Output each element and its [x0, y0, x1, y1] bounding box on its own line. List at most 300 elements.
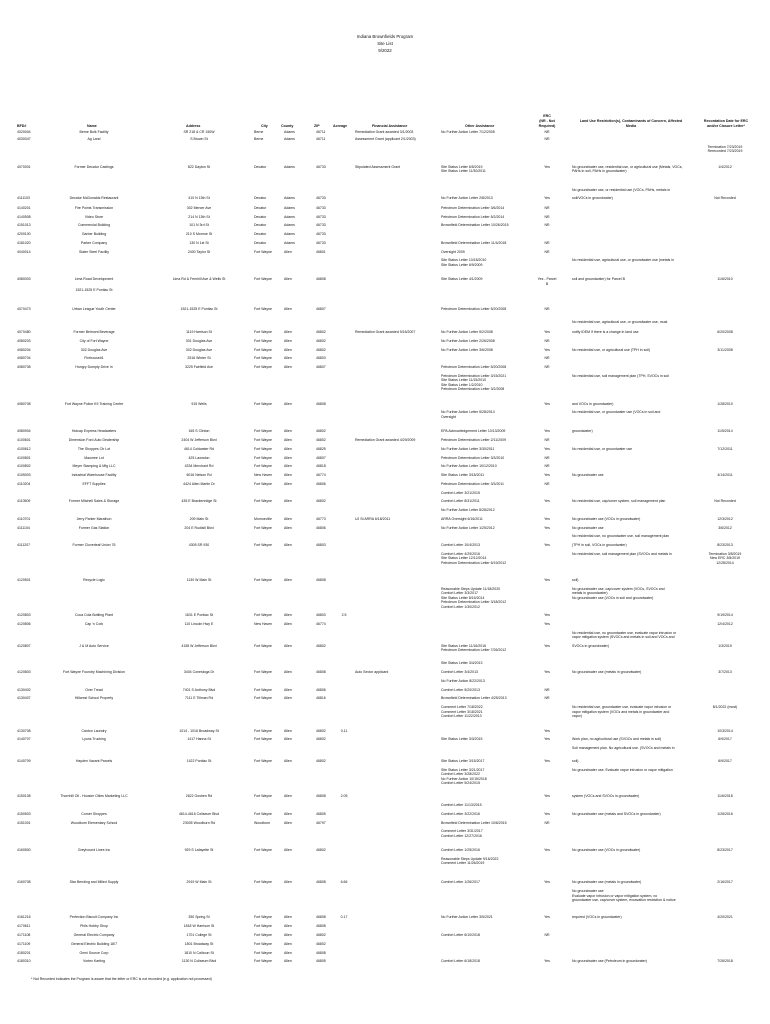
table-header [17, 103, 762, 129]
site-name-cell: Star Bending and Milled Supply [69, 880, 119, 885]
erc-cell: NR [544, 306, 550, 311]
site-name-cell: Vortex Karting [83, 959, 105, 964]
erc-cell: Yes [544, 446, 550, 451]
acreage-cell: 6.66 [340, 880, 348, 885]
bfd-cell: 4111103 [17, 195, 30, 200]
site-name-cell: Woodburn Elementary School [70, 820, 118, 825]
bfd-cell: 4120807 [17, 643, 31, 648]
other-assistance-cell: Site Status Letter 3/18/2011 [441, 473, 485, 478]
financial-assistance-cell: UJ St ARRA 6/18/2011 [355, 516, 391, 521]
land-use-restriction-cell: required (VOCs in groundwater) [572, 915, 622, 920]
erc-cell: Yes [544, 543, 550, 548]
city-cell: Monroeville [254, 516, 272, 521]
financial-assistance-cell: Auto Sector applicant [355, 670, 389, 675]
county-cell: Adams [284, 195, 295, 200]
city-cell: Fort Wayne [254, 941, 272, 946]
address-cell: 435 E Brackenridge St [181, 499, 217, 504]
erc-cell: Yes [544, 959, 550, 964]
bfd-cell: 4080704 [17, 356, 31, 361]
address-cell: 822 Dayton St [187, 165, 211, 170]
city-cell: Fort Wayne [254, 933, 272, 937]
city-cell: Fort Wayne [254, 429, 272, 434]
county-cell: Allen [284, 959, 292, 964]
zip-cell: 46808 [316, 578, 326, 583]
other-assistance-cell: Comfort Letter 5/20/2013 [441, 687, 480, 692]
erc-cell: Yes [544, 516, 550, 521]
land-use-restriction-cell: soil and groundwater) for Parcel B [572, 277, 625, 282]
city-cell: Berne [254, 137, 264, 142]
other-assistance-cell: Comfort Letter 1/26/2017 [441, 880, 480, 885]
erc-cell: Yes [544, 165, 550, 170]
county-cell: Adams [284, 137, 295, 142]
zip-cell: 46802 [316, 347, 326, 352]
site-name-cell: J & M Auto Service [79, 643, 109, 648]
header-recordation: Recordation Date for ERC and/or Closure Letter* [703, 119, 749, 128]
bfd-cell: 4080708 [17, 401, 31, 406]
recordation-date-cell: 9/19/2014 [717, 613, 733, 618]
other-assistance-cell: Site Status Letter 3/21/2017 Comfort Letter 3/28/2022 No Further Action 10/15/2018 Comfort Letter 5/24/2015 [441, 768, 487, 786]
erc-cell: NR [544, 933, 550, 937]
land-use-restriction-cell: No groundwater use (metals in groundwater) [572, 880, 642, 885]
address-cell: 1810 N Calhoun St [184, 950, 214, 955]
zip-cell: 46802 [316, 848, 326, 853]
city-cell: Fort Wayne [254, 811, 272, 816]
other-assistance-cell: Oversight 2009 [441, 249, 465, 254]
county-cell: Allen [284, 613, 292, 618]
recordation-date-cell: 3/6/2012 [718, 525, 732, 530]
other-assistance-cell: Brownfield Determination Letter 4/25/2013 [441, 696, 507, 701]
address-cell: 1631 E Pontiac St [184, 613, 214, 618]
other-assistance-cell: Site Status Letter 10/18/2010 Site Status Letter 6/9/2009 [441, 258, 487, 267]
address-cell: 1130 W Main St [186, 578, 212, 583]
site-name-cell: Dimension Ford Auto Dealership [68, 438, 120, 443]
site-name-cell: Decatur McDonalds Restaurant [69, 195, 119, 200]
erc-cell: Yes [544, 525, 550, 530]
site-name-cell: Former Decatur Castings [74, 165, 114, 170]
other-assistance-cell: No Further Action Letter 10/12/2010 [441, 464, 497, 469]
erc-cell: Yes [544, 670, 550, 675]
acreage-cell: 0.17 [340, 915, 348, 920]
erc-cell: NR [544, 338, 550, 343]
erc-cell: Yes [544, 429, 550, 434]
bfd-cell: 4110204 [17, 481, 31, 486]
header-county: County [281, 124, 294, 128]
zip-cell: 46802 [316, 338, 326, 343]
land-use-restriction-cell: and VOCs in groundwater) [572, 401, 614, 406]
land-use-restriction-cell: No residential use, or groundwater use (VOCs in soil and [572, 410, 661, 415]
address-cell: 302 Mercer Ave [186, 205, 212, 210]
county-cell: Allen [284, 429, 292, 434]
land-use-restriction-cell: SVOCs in groundwater) [572, 643, 609, 648]
county-cell: Allen [284, 820, 292, 825]
financial-assistance-cell: Assessment Grant (applicant 2/1/2003) [355, 137, 416, 142]
county-cell: Allen [284, 728, 292, 733]
zip-cell: 46825 [316, 446, 326, 451]
bfd-cell: 4160500 [17, 848, 31, 853]
bfd-cell: 4180310 [17, 959, 31, 964]
other-assistance-cell: Comfort Letter 11/13/2015 [441, 803, 482, 808]
address-cell: 1014 - 1016 Broadway St [179, 728, 219, 733]
land-use-restriction-cell: No groundwater use, residential use, or agricultural use (Metals, VOCs, PAHs in soil, PAHs in groundwater) [572, 165, 683, 174]
erc-cell: Yes [544, 473, 550, 478]
land-use-restriction-cell: No residential use, soil management plan (SVOCs and metals in [572, 551, 672, 556]
county-cell: Allen [284, 499, 292, 504]
bfd-cell: 4070480 [17, 330, 31, 335]
address-cell: 4614 Coldwater Rd [184, 446, 214, 451]
address-cell: 7111 E Tillman Rd [184, 696, 214, 701]
site-name-cell: City of Fort Wayne [79, 338, 109, 343]
city-cell: Decatur [254, 195, 267, 200]
other-assistance-cell: No Further Action Letter 2/8/2013 [441, 195, 493, 200]
zip-cell: 46808 [316, 670, 326, 675]
site-name-cell: Hayden Vacant Parcels [75, 759, 113, 764]
zip-cell: 46802 [316, 330, 326, 335]
bfd-cell: 4140709 [17, 759, 31, 764]
bfd-cell: 4150108 [17, 794, 31, 799]
bfd-cell: 4105003 [17, 473, 31, 478]
site-name-cell: 302 Douglas Ave [80, 347, 108, 352]
bfd-cell: 4111104 [17, 525, 30, 530]
recordation-date-cell: Termination 7/23/2019 Rerecorded 7/23/2019 [707, 144, 743, 153]
erc-cell: NR [544, 214, 550, 219]
erc-cell: NR [544, 356, 550, 361]
other-assistance-cell: Petroleum Determination Letter 3/6/2014 [441, 205, 505, 210]
bfd-cell: 4171109 [17, 941, 31, 946]
address-cell: 2516 Winter St [187, 356, 211, 361]
city-cell: Fort Wayne [254, 915, 272, 920]
erc-cell: Yes - Parcel B [537, 277, 557, 286]
city-cell: Fort Wayne [254, 950, 272, 955]
city-cell: Fort Wayne [254, 543, 272, 548]
acreage-cell: 0.11 [340, 728, 348, 733]
erc-cell: Yes [544, 347, 550, 352]
erc-cell: Yes [544, 499, 550, 504]
zip-cell: 46774 [316, 622, 326, 627]
city-cell: Decatur [254, 232, 267, 237]
recordation-date-cell: 6/9/2017 [718, 759, 732, 764]
site-name-cell: General Electric Building 18/7 [70, 941, 118, 946]
recordation-date-cell: 3/7/2013 [718, 670, 732, 675]
page-title-line-1: Indiana Brownfields Program [356, 34, 414, 39]
city-cell: Decatur [254, 223, 267, 228]
bfd-cell: 4100601 [17, 438, 31, 443]
other-assistance-cell: Comfort Letter 3/21/2015 [441, 490, 480, 495]
city-cell: Fort Wayne [254, 338, 272, 343]
other-assistance-cell: Site Status Letter 3/15/2017 [441, 759, 485, 764]
recordation-date-cell: Not Recorded [714, 499, 736, 504]
other-assistance-cell: Site Status Letter 11/16/2016 Petroleum Determination Letter 7/26/2012 [441, 643, 507, 653]
county-cell: Allen [284, 915, 292, 920]
city-cell: Fort Wayne [254, 347, 272, 352]
bfd-cell: 4080204 [17, 347, 31, 352]
land-use-restriction-cell: Work plan, no agricultural use (SVOCs and metals in soil) [572, 737, 662, 742]
city-cell: Fort Wayne [254, 670, 272, 675]
financial-assistance-cell: Remediation Grant awarded 9/16/2007 [355, 330, 416, 335]
address-cell: 2622 Goshen Rd [185, 794, 213, 799]
bfd-cell: 4180201 [17, 950, 31, 955]
bfd-cell: 4140508 [17, 214, 31, 219]
erc-cell: Yes [544, 613, 550, 618]
recordation-date-cell: 1/4/2012 [718, 165, 732, 170]
city-cell: Berne [254, 130, 264, 134]
other-assistance-cell: Comment Letter 3/31/2017 Comfort Letter 12/27/2016 [441, 829, 483, 838]
city-cell: Fort Wayne [254, 759, 272, 764]
county-cell: Allen [284, 356, 292, 361]
county-cell: Allen [284, 941, 292, 946]
site-name-cell: Lyons Trucking [82, 737, 106, 742]
bfd-cell: 4100612 [17, 446, 31, 451]
other-assistance-cell: No Further Action Letter 3/30/2011 [441, 446, 495, 451]
zip-cell: 46733 [316, 240, 326, 245]
bfd-cell: 4120803 [17, 613, 31, 618]
address-cell: 929 S Lafayette St [184, 848, 214, 853]
bfd-cell: 4120501 [17, 578, 31, 583]
erc-cell: NR [544, 464, 550, 469]
bfd-cell: 4171108 [17, 933, 31, 937]
address-cell: 130 N 1st St [189, 240, 209, 245]
other-assistance-cell: Petroleum Determination Letter 3/15/2021 Site Status Letter 11/15/2010 Site Status Letter 1/2/2010 Petroleum Determination Letter 3/2/2008 [441, 373, 507, 392]
county-cell: Allen [284, 347, 292, 352]
city-cell: Fort Wayne [254, 438, 272, 443]
bfd-cell: 4151013 [17, 223, 31, 228]
city-cell: Decatur [254, 205, 267, 210]
county-cell: Allen [284, 924, 292, 929]
site-name-cell: Greyhound Lines Inc [77, 848, 111, 853]
other-assistance-cell: No Further Action Letter 3/5/2021 [441, 915, 493, 920]
header-city: City [261, 124, 268, 128]
address-cell: 214 N 13th St [188, 214, 210, 219]
address-cell: SR 218 & CR 150W [183, 130, 215, 134]
land-use-restriction-cell: No residential use, or agricultural use (TPH in soil) [572, 347, 651, 352]
zip-cell: 46733 [316, 232, 326, 237]
city-cell: Fort Wayne [254, 959, 272, 964]
other-assistance-cell: Petroleum Determination Letter 3/3/2011 [441, 481, 504, 486]
site-name-cell: EFFT Supplies [82, 481, 106, 486]
county-cell: Allen [284, 455, 292, 460]
address-cell: 2404 W Jefferson Blvd [181, 438, 217, 443]
bfd-cell: 4111207 [17, 543, 31, 548]
county-cell: Allen [284, 525, 292, 530]
financial-assistance-cell: Remediation Grant awarded 3/1/2003 [355, 130, 414, 134]
bfd-cell: 4080003 [17, 277, 31, 282]
other-assistance-cell: Petroleum Determination Letter 5/20/2008 [441, 306, 507, 311]
other-assistance-cell: Site Status Letter 4/1/2009 [441, 277, 483, 282]
erc-cell: Yes [544, 759, 550, 764]
site-name-cell: The Shoppes Ctr Lot [77, 446, 111, 451]
zip-cell: 46805 [316, 959, 326, 964]
site-list-table [17, 130, 762, 975]
site-name-cell: Ag Land [87, 137, 101, 142]
address-cell: 7401 S Anthony Blvd [182, 687, 216, 692]
land-use-restriction-cell: system (VOCs and SVOCs in groundwater) [572, 794, 640, 799]
zip-cell: 46807 [316, 365, 326, 370]
bfd-cell: 4151001 [17, 820, 31, 825]
site-name-cell: Cap 'n Cork [84, 622, 104, 627]
address-cell: 1119 Harrison St [186, 330, 212, 335]
county-cell: Allen [284, 643, 292, 648]
erc-cell: Yes [544, 728, 550, 733]
other-assistance-cell: No Further Action Letter 5/2/2008 [441, 330, 493, 335]
erc-cell: NR [544, 249, 550, 254]
erc-cell: Yes [544, 915, 550, 920]
erc-cell: Yes [544, 330, 550, 335]
zip-cell: 46801 [316, 249, 326, 254]
financial-assistance-cell: Stipulated Assessment Grant [355, 165, 401, 170]
site-name-cell: Former Mitchell Sales & Storage [68, 499, 120, 504]
city-cell: Decatur [254, 214, 267, 219]
other-assistance-cell: Reasonable Steps Update 11/18/2020 Comfort Letter 3/3/2017 Site Status Letter 8/15/2014 Petroleum Determination Letter 3/18/2012 Comfort Letter 1/30/2012 [441, 586, 507, 609]
city-cell: Fort Wayne [254, 794, 272, 799]
land-use-restriction-cell: No residential use, soil management plan (TPH, SVOCs in soil [572, 373, 669, 378]
land-use-restriction-cell: groundwater) [572, 429, 593, 434]
recordation-date-cell: 7/26/2018 [717, 959, 733, 964]
other-assistance-cell: Brownfield Determination Letter 10/6/2015 [441, 820, 507, 825]
site-name-cell: Thornhill Oil - Hoosier Cities Marketing LLC [60, 794, 128, 799]
county-cell: Allen [284, 365, 292, 370]
other-assistance-cell: Comfort Letter 1/25/2016 [441, 848, 480, 853]
site-name-cell: Berne Bulk Facility [79, 130, 109, 134]
land-use-restriction-cell: No residential use, groundwater use, evaluate vapor intrusion or vapor mitigation system (VOCs and metals in groundwater and vapor) [572, 705, 672, 719]
other-assistance-cell: No Further Action Letter 8/28/2012 [441, 508, 495, 513]
county-cell: Allen [284, 950, 292, 955]
recordation-date-cell: 2/16/2017 [717, 880, 733, 885]
address-cell: 1417 Hanna St [187, 737, 211, 742]
address-cell: 1801 Broadway St [184, 941, 214, 946]
recordation-date-cell: 11/6/2018 [717, 794, 733, 799]
county-cell: Allen [284, 848, 292, 853]
other-assistance-cell: No Further Action Letter 7/12/2005 [441, 130, 495, 134]
address-cell: 210 S Monroe St [185, 232, 213, 237]
zip-cell: 46816 [316, 696, 326, 701]
page-date: 9/2022 [378, 48, 392, 53]
other-assistance-cell: No Further Action 8/22/2013 [441, 678, 485, 683]
zip-cell: 46803 [316, 613, 326, 618]
zip-cell: 46802 [316, 643, 326, 648]
other-assistance-cell: Comfort Letter 3/4/2013 [441, 670, 478, 675]
address-cell: 410 N 13th St [188, 195, 210, 200]
site-name-cell: Video Store [84, 214, 104, 219]
other-assistance-cell: No Further Action Letter 3/6/2008 [441, 347, 493, 352]
zip-cell: 46797 [316, 820, 326, 825]
city-cell: Fort Wayne [254, 446, 272, 451]
address-cell: 165 S Clinton [188, 429, 210, 434]
acreage-cell: 2.5 [341, 613, 347, 618]
zip-cell: 46803 [316, 543, 326, 548]
county-cell: Adams [284, 130, 295, 134]
site-name-cell: Lima Road Development [74, 277, 114, 282]
other-assistance-cell: No Further Action Letter 5/28/2014 Oversight [441, 410, 495, 419]
other-assistance-cell: Site Status Letter 6/5/2019 Site Status Letter 11/30/2011 [441, 165, 486, 174]
bfd-cell: 4020004 [17, 130, 31, 134]
erc-cell: Yes [544, 401, 550, 406]
address-cell: 110 Lincoln Hwy E [184, 622, 214, 627]
bfd-cell: 4130407 [17, 696, 31, 701]
site-name-cell: Omni Source Corp [79, 950, 109, 955]
land-use-restriction-cell: No groundwater use [572, 525, 604, 530]
county-cell: Allen [284, 737, 292, 742]
city-cell: Fort Wayne [254, 737, 272, 742]
other-assistance-cell: No Further Action Letter 1/25/2012 [441, 525, 495, 530]
header-address: Address [186, 124, 201, 128]
site-name-cell: Commercial Building [77, 223, 111, 228]
address-cell: 1521-1525 E Pontiac St [180, 306, 218, 311]
zip-cell: 46733 [316, 195, 326, 200]
address-cell: 209 Main St [189, 516, 209, 521]
city-cell: Fort Wayne [254, 455, 272, 460]
land-use-restriction-cell: No residential use, agricultural use, or groundwater use, must [572, 319, 668, 324]
erc-cell: Yes [544, 737, 550, 742]
financial-assistance-cell: Remediation Grant awarded 4/29/2009 [355, 438, 416, 443]
zip-cell: 46774 [316, 473, 326, 478]
site-name-cell: Industrial Warehouse Facility [71, 473, 117, 478]
recordation-date-cell: Not Recorded [714, 195, 736, 200]
site-name-cell: Canton Laundry [81, 728, 107, 733]
county-cell: Allen [284, 687, 292, 692]
recordation-date-cell: Termination 3/8/2019 New ERC 3/8/2019 12/28/2014 [708, 551, 742, 565]
land-use-restriction-cell: No groundwater use. Evaluate vapor intrusion or vapor mitigation [572, 768, 673, 773]
land-use-restriction-cell: No groundwater use, or residential use (VOCs, PAHs, metals in [572, 188, 671, 193]
bfd-cell: 4120803 [17, 670, 31, 675]
header-land-use: Land Use Restriction(s), Contaminants of Concern, Affected Media [579, 119, 683, 128]
county-cell: Allen [284, 338, 292, 343]
site-name-cell: Phils Hobby Shop [80, 924, 108, 929]
bfd-cell: 4150503 [17, 811, 31, 816]
address-cell: 915 Wells [191, 401, 207, 406]
land-use-restriction-cell: No groundwater use (metals in groundwater) [572, 670, 642, 675]
site-name-cell: Former Gas Station [78, 525, 110, 530]
county-cell: Allen [284, 473, 292, 478]
site-name-cell: Firehouse#1 [84, 356, 104, 361]
zip-cell: 46802 [316, 737, 326, 742]
county-cell: Allen [284, 811, 292, 816]
zip-cell: 46807 [316, 455, 326, 460]
county-cell: Allen [284, 543, 292, 548]
other-assistance-cell: Site Status Letter 3/4/2013 [441, 661, 483, 666]
zip-cell: 46807 [316, 306, 326, 311]
county-cell: Allen [284, 933, 292, 937]
site-name-cell: Garber Building [81, 232, 107, 237]
header-other: Other Assistance [465, 124, 495, 128]
bfd-cell: 4130708 [17, 728, 31, 733]
address-cell: 4334 Merchant Rd [184, 464, 214, 469]
other-assistance-cell: EPA Acknowledgement Letter 10/13/2009 [441, 429, 506, 434]
zip-cell: 46808 [316, 950, 326, 955]
erc-cell: Yes [544, 643, 550, 648]
erc-cell: Yes [544, 622, 550, 627]
zip-cell: 46733 [316, 165, 326, 170]
address-cell: Lima Rd & Fernhill Ave & Wells St [172, 277, 226, 282]
site-name-cell: Corner Shoppes [81, 811, 107, 816]
zip-cell: 46733 [316, 214, 326, 219]
address-cell: 1818 W Harrison St [183, 924, 215, 929]
county-cell: Adams [284, 223, 295, 228]
land-use-restriction-cell: soil) [572, 578, 579, 583]
address-cell: 101 N 3rd St [189, 223, 209, 228]
county-cell: Allen [284, 401, 292, 406]
city-cell: Fort Wayne [254, 696, 272, 701]
county-cell: Adams [284, 214, 295, 219]
zip-cell: 46818 [316, 464, 326, 469]
land-use-restriction-cell: (TPH in soil, VOCs in groundwater) [572, 543, 627, 548]
zip-cell: 46802 [316, 728, 326, 733]
header-acreage: Acreage [333, 124, 348, 128]
land-use-restriction-cell: soil/VOCs in groundwater) [572, 195, 613, 200]
erc-cell: NR [544, 696, 550, 701]
recordation-date-cell: 6/20/2008 [717, 330, 733, 335]
county-cell: Allen [284, 578, 292, 583]
zip-cell: 46806 [316, 525, 326, 530]
header-erc: ERC (NR - Not Required) [538, 114, 556, 128]
